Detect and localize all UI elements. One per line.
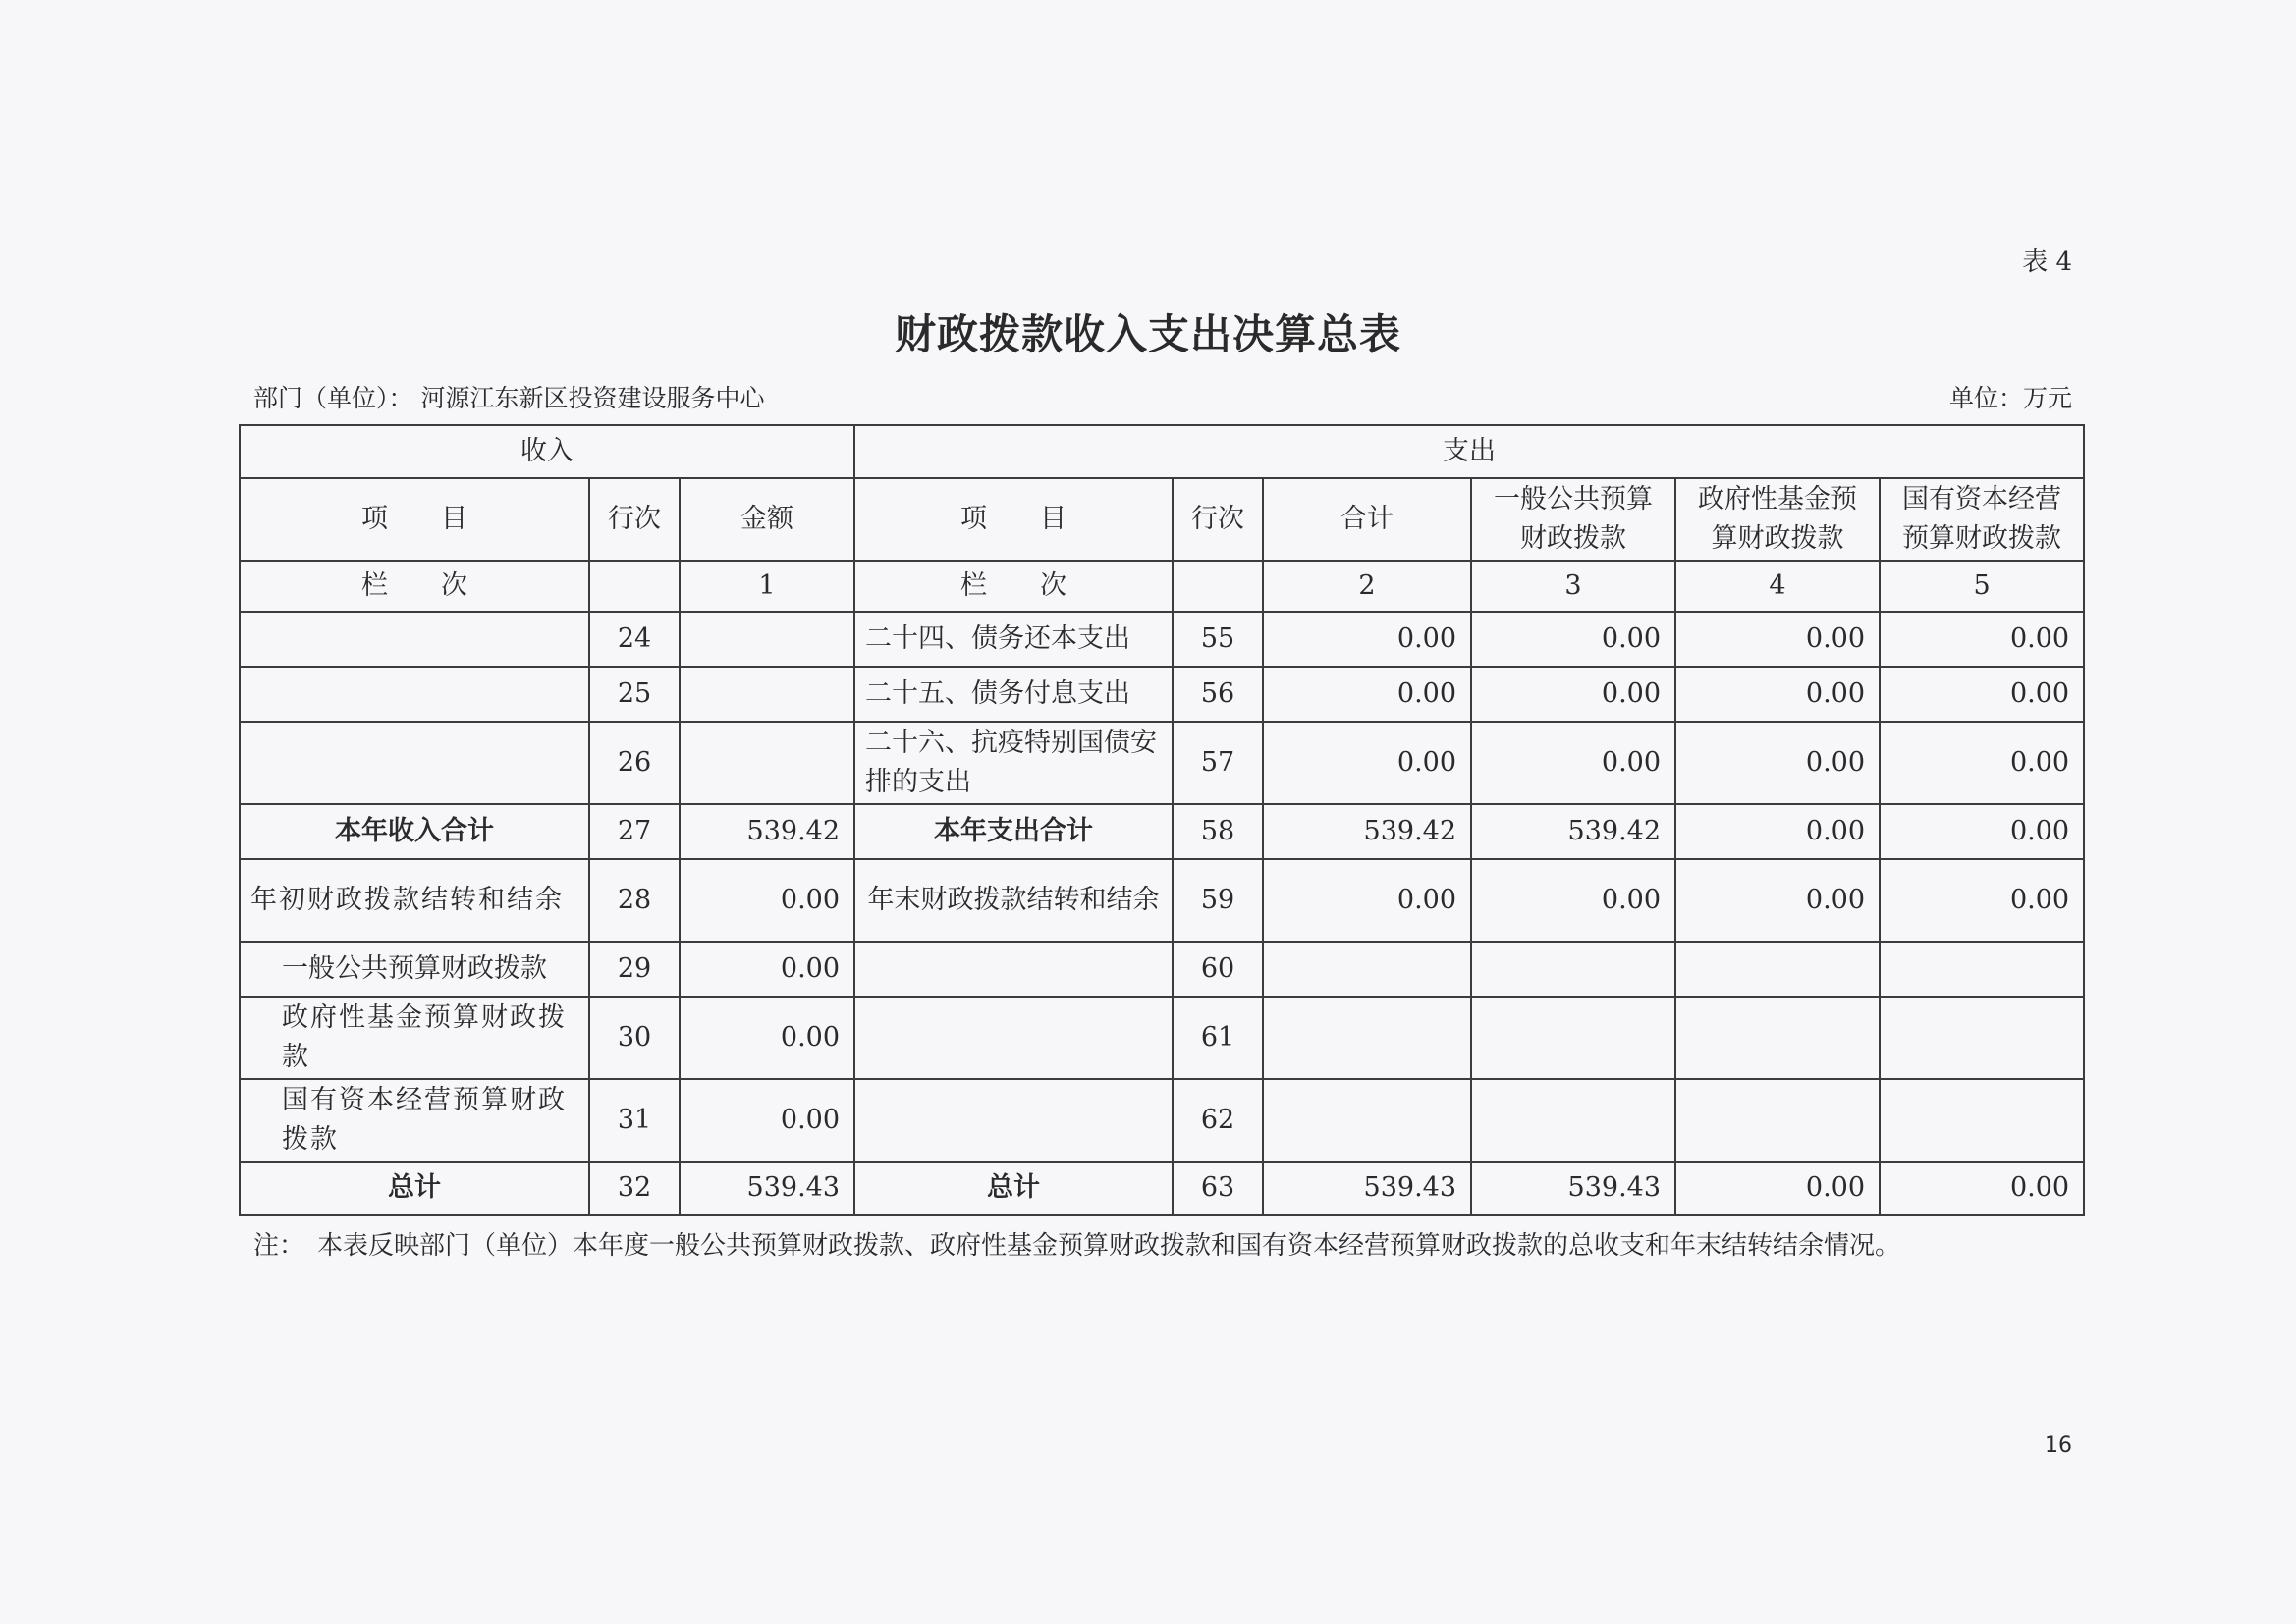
header-row-columns xyxy=(240,478,2084,561)
fund-value: 0.00 xyxy=(1675,1162,1880,1215)
general-value: 0.00 xyxy=(1471,667,1675,722)
income-item: 年初财政拨款结转和结余 xyxy=(240,859,589,942)
income-row-no: 24 xyxy=(589,612,680,667)
general-value: 0.00 xyxy=(1471,722,1675,804)
expense-item xyxy=(854,997,1173,1079)
state-value: 0.00 xyxy=(1880,667,2084,722)
expense-item: 年末财政拨款结转和结余 xyxy=(854,859,1173,942)
general-value: 0.00 xyxy=(1471,859,1675,942)
column-index-row xyxy=(240,561,2084,612)
total-value: 0.00 xyxy=(1263,667,1471,722)
total-value: 0.00 xyxy=(1263,859,1471,942)
expense-item xyxy=(854,942,1173,997)
table-row xyxy=(240,1162,2084,1215)
col-index-1: 1 xyxy=(680,561,854,612)
state-value: 0.00 xyxy=(1880,804,2084,859)
total-value xyxy=(1263,997,1471,1079)
table-row xyxy=(240,997,2084,1079)
header-row-group xyxy=(240,425,2084,478)
footnote: 注： 本表反映部门（单位）本年度一般公共预算财政拨款、政府性基金预算财政拨款和国有资本经营预算财政拨款的总收支和年末结转结余情况。 xyxy=(253,1231,1901,1261)
income-item xyxy=(240,667,589,722)
state-capital-header: 国有资本经营预算财政拨款 xyxy=(1880,478,2084,561)
expense-header: 支出 xyxy=(854,425,2084,478)
total-value xyxy=(1263,1079,1471,1162)
expense-row-no: 58 xyxy=(1173,804,1263,859)
total-value: 0.00 xyxy=(1263,722,1471,804)
income-row-no: 26 xyxy=(589,722,680,804)
fund-budget-header: 政府性基金预算财政拨款 xyxy=(1675,478,1880,561)
expense-row-no: 57 xyxy=(1173,722,1263,804)
state-value: 0.00 xyxy=(1880,859,2084,942)
general-value: 0.00 xyxy=(1471,612,1675,667)
income-item-header: 项 目 xyxy=(240,478,589,561)
total-value: 539.42 xyxy=(1263,804,1471,859)
state-value: 0.00 xyxy=(1880,612,2084,667)
expense-item-header: 项 目 xyxy=(854,478,1173,561)
total-value xyxy=(1263,942,1471,997)
table-row xyxy=(240,1079,2084,1162)
income-row-no: 31 xyxy=(589,1079,680,1162)
income-row-no: 29 xyxy=(589,942,680,997)
fund-value: 0.00 xyxy=(1675,667,1880,722)
income-amount: 539.42 xyxy=(680,804,854,859)
state-value: 0.00 xyxy=(1880,1162,2084,1215)
expense-item xyxy=(854,1079,1173,1162)
department-label: 部门（单位）： 河源江东新区投资建设服务中心 xyxy=(253,384,765,412)
expense-row-no: 56 xyxy=(1173,667,1263,722)
table-row xyxy=(240,612,2084,667)
total-value: 539.43 xyxy=(1263,1162,1471,1215)
state-value xyxy=(1880,997,2084,1079)
fund-value: 0.00 xyxy=(1675,722,1880,804)
general-value: 539.42 xyxy=(1471,804,1675,859)
general-value xyxy=(1471,997,1675,1079)
expense-item: 总计 xyxy=(854,1162,1173,1215)
total-value: 0.00 xyxy=(1263,612,1471,667)
expense-row-no: 63 xyxy=(1173,1162,1263,1215)
income-amount xyxy=(680,667,854,722)
budget-table xyxy=(239,424,2085,1216)
income-row-no: 27 xyxy=(589,804,680,859)
income-col-label: 栏 次 xyxy=(240,561,589,612)
income-item xyxy=(240,722,589,804)
income-item: 本年收入合计 xyxy=(240,804,589,859)
general-value xyxy=(1471,942,1675,997)
income-item: 国有资本经营预算财政拨款 xyxy=(240,1079,589,1162)
col-index-3: 3 xyxy=(1471,561,1675,612)
state-value: 0.00 xyxy=(1880,722,2084,804)
income-amount xyxy=(680,612,854,667)
fund-value xyxy=(1675,942,1880,997)
income-amount: 0.00 xyxy=(680,942,854,997)
income-row-no: 32 xyxy=(589,1162,680,1215)
page-number: 16 xyxy=(2045,1434,2072,1458)
income-item: 一般公共预算财政拨款 xyxy=(240,942,589,997)
expense-row-no: 59 xyxy=(1173,859,1263,942)
expense-row-no: 62 xyxy=(1173,1079,1263,1162)
empty-cell xyxy=(1173,561,1263,612)
income-amount: 0.00 xyxy=(680,1079,854,1162)
general-value xyxy=(1471,1079,1675,1162)
table-row xyxy=(240,942,2084,997)
income-amount-header: 金额 xyxy=(680,478,854,561)
table-row xyxy=(240,722,2084,804)
state-value xyxy=(1880,942,2084,997)
general-budget-header: 一般公共预算财政拨款 xyxy=(1471,478,1675,561)
expense-row-no: 55 xyxy=(1173,612,1263,667)
income-amount: 0.00 xyxy=(680,997,854,1079)
expense-item: 二十五、债务付息支出 xyxy=(854,667,1173,722)
income-row-no-header: 行次 xyxy=(589,478,680,561)
income-amount: 539.43 xyxy=(680,1162,854,1215)
unit-label: 单位：万元 xyxy=(1948,384,2072,412)
page-title: 财政拨款收入支出决算总表 xyxy=(894,310,1401,358)
expense-item: 本年支出合计 xyxy=(854,804,1173,859)
income-amount: 0.00 xyxy=(680,859,854,942)
state-value xyxy=(1880,1079,2084,1162)
col-index-2: 2 xyxy=(1263,561,1471,612)
expense-row-no: 60 xyxy=(1173,942,1263,997)
expense-item: 二十六、抗疫特别国债安排的支出 xyxy=(854,722,1173,804)
fund-value xyxy=(1675,1079,1880,1162)
expense-row-no-header: 行次 xyxy=(1173,478,1263,561)
income-row-no: 25 xyxy=(589,667,680,722)
general-value: 539.43 xyxy=(1471,1162,1675,1215)
income-amount xyxy=(680,722,854,804)
income-item: 总计 xyxy=(240,1162,589,1215)
table-number: 表 4 xyxy=(2022,247,2072,277)
income-item xyxy=(240,612,589,667)
income-header: 收入 xyxy=(240,425,854,478)
total-header: 合计 xyxy=(1263,478,1471,561)
col-index-4: 4 xyxy=(1675,561,1880,612)
table-row xyxy=(240,859,2084,942)
col-index-5: 5 xyxy=(1880,561,2084,612)
empty-cell xyxy=(589,561,680,612)
table-row xyxy=(240,667,2084,722)
income-item: 政府性基金预算财政拨款 xyxy=(240,997,589,1079)
fund-value: 0.00 xyxy=(1675,612,1880,667)
income-row-no: 30 xyxy=(589,997,680,1079)
expense-col-label: 栏 次 xyxy=(854,561,1173,612)
expense-row-no: 61 xyxy=(1173,997,1263,1079)
fund-value: 0.00 xyxy=(1675,859,1880,942)
table-row xyxy=(240,804,2084,859)
expense-item: 二十四、债务还本支出 xyxy=(854,612,1173,667)
fund-value: 0.00 xyxy=(1675,804,1880,859)
fund-value xyxy=(1675,997,1880,1079)
income-row-no: 28 xyxy=(589,859,680,942)
